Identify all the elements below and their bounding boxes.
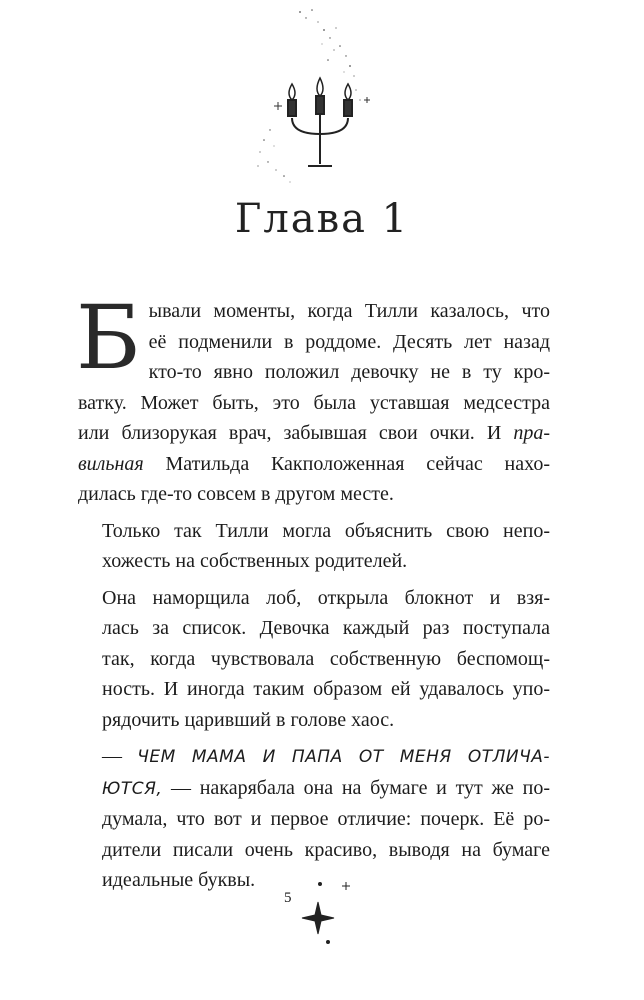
candelabra-illustration: [230, 0, 410, 200]
text-line: кто-то явно положил девочку не в ту кро-: [148, 361, 550, 383]
text-line: Только так Тилли могла объяснить свою непо-: [102, 519, 550, 542]
text-line: идеальные буквы.: [102, 869, 256, 891]
text-segment: — накарябала она на бумаге и тут же по-: [162, 776, 550, 799]
text-line: хожесть на собственных родителей.: [102, 550, 408, 572]
dialogue-dash: —: [102, 745, 138, 767]
handwritten-text: ЮТСЯ,: [102, 778, 163, 799]
dot-icon: [319, 883, 322, 886]
dot-icon: [327, 941, 330, 944]
italic-word: пра-: [513, 422, 550, 444]
drop-cap: Б: [76, 286, 141, 389]
text-line: так, когда чувствовала собственную беспомощ-: [102, 647, 550, 670]
text-line: её подменили в роддоме. Десять лет назад: [148, 330, 550, 353]
candle-flames: [289, 78, 351, 100]
text-line: дители писали очень красиво, выводя на бумаге: [102, 838, 550, 861]
text-line: Она наморщила лоб, открыла блокнот и взя-: [102, 586, 550, 609]
paragraph-1: [76, 286, 550, 510]
text-line: ватку. Может быть, это была уставшая медсестра: [78, 391, 550, 414]
footer-stars-decoration: [290, 870, 370, 960]
text-line: [78, 418, 550, 449]
text-line: лась за список. Девочка каждый раз поступала: [102, 617, 550, 639]
paragraph-2: [78, 516, 550, 577]
text-line: дилась где-то совсем в другом месте.: [78, 483, 394, 505]
handwritten-text: ЧЕМ МАМА И ПАПА ОТ МЕНЯ ОТЛИЧА-: [137, 747, 550, 767]
body-text: [76, 286, 550, 896]
text-line: ность. И иногда таким образом ей удавалось упо-: [102, 678, 550, 700]
text-line: [78, 741, 550, 773]
italic-word: вильная: [78, 452, 144, 475]
text-segment: Матильда Какположенная сейчас нахо-: [143, 452, 550, 475]
text-line: ывали моменты, когда Тилли казалось, что: [148, 300, 550, 322]
candelabra-icon: [288, 96, 352, 166]
paragraph-3: [78, 583, 550, 736]
text-line: [78, 773, 550, 805]
text-line: рядочить царивший в голове хаос.: [102, 708, 395, 731]
text-segment: или близорукая врач, забывшая свои очки. И: [78, 422, 514, 444]
chapter-title: Глава 1: [234, 196, 410, 242]
text-line: думала, что вот и первое отличие: почерк. Её ро-: [102, 808, 550, 830]
star-icon: [302, 902, 334, 934]
page-number: 5: [284, 890, 292, 906]
text-line: [78, 449, 550, 480]
